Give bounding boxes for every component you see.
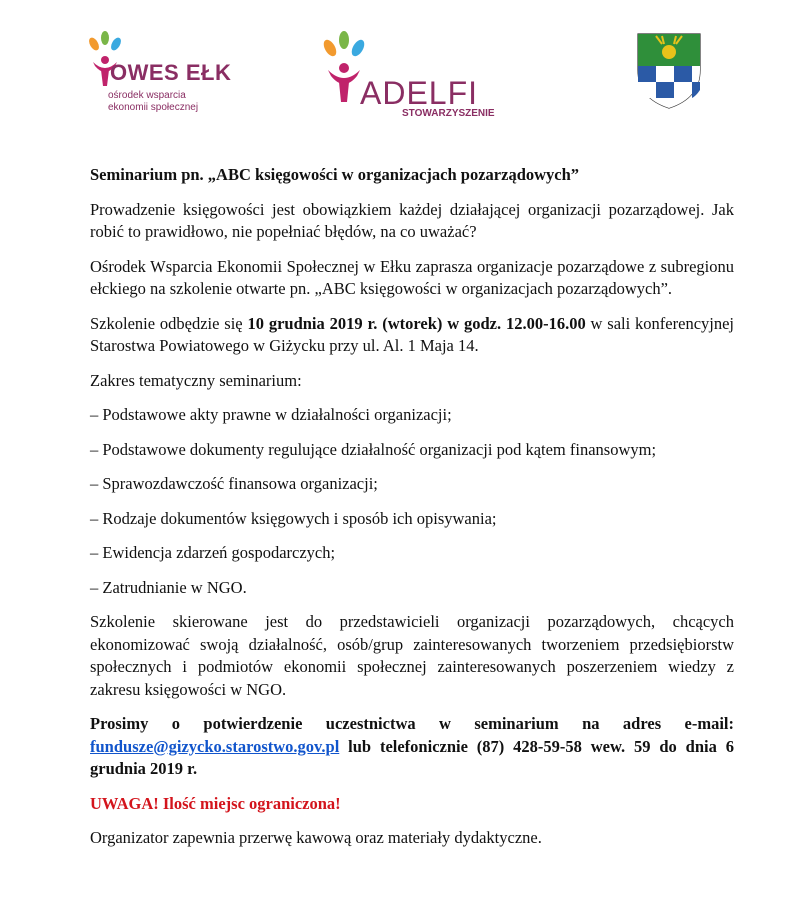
paragraph-schedule [90,313,734,358]
logo-bar [0,0,786,140]
warning-notice: UWAGA! Ilość miejsc ograniczona! [90,793,341,813]
paragraph-invitation: Ośrodek Wsparcia Ekonomii Społecznej w Ełku zaprasza organizacje pozarządowe z subregionu ełckiego na szkolenie otwarte pn. „ABC księgowości w organizacjach pozarządowych”. [90,256,734,298]
schedule-date: 10 grudnia 2019 r. (wtorek) w godz. 12.00-16.00 [247,313,586,333]
document-heading: Seminarium pn. „ABC księgowości w organizacjach pozarządowych” [90,165,580,184]
adelfi-title: ADELFI [360,75,479,111]
scope-title: Zakres tematyczny seminarium: [90,370,302,390]
owes-subtitle-line2: ekonomii społecznej [108,102,199,113]
schedule-location: w sali konferencyjnej Starostwa Powiatowego w Giżycku przy ul. Al. 1 Maja 14. [90,313,735,355]
adelfi-logo [320,30,510,130]
owes-subtitle [108,90,198,114]
schedule-prefix: Szkolenie odbędzie się [90,313,248,333]
scope-item: – Zatrudnianie w NGO. [90,577,247,597]
paragraph-audience: Szkolenie skierowane jest do przedstawicieli organizacji pozarządowych, chcących ekonomizować swoją działalność, osób/grup zainteresowanych tworzeniem przedsiębiorstw społecznych i podmiotów ekonomii społecznej zainteresowanych poszerzeniem wiedzy z zakresu księgowości w NGO. [90,612,734,699]
owes-subtitle-line1: ośrodek wsparcia [108,90,186,101]
coat-of-arms-icon [634,30,704,110]
owes-elk-logo [88,30,258,120]
paragraph-registration [90,713,734,781]
paragraph-intro: Prowadzenie księgowości jest obowiązkiem każdej działającej organizacji pozarządowej. Jak robić to prawidłowo, nie popełniać błędów, na co uważać? [90,199,734,241]
registration-prefix: Prosimy o potwierdzenie uczestnictwa w seminarium na adres e-mail: [90,714,734,733]
scope-item: – Sprawozdawczość finansowa organizacji; [90,474,378,493]
scope-item: – Podstawowe dokumenty regulujące działalność organizacji pod kątem finansowym; [90,439,657,459]
paragraph-organizer: Organizator zapewnia przerwę kawową oraz materiały dydaktyczne. [90,828,542,847]
email-link[interactable]: fundusze@gizycko.starostwo.gov.pl [90,736,340,756]
scope-item: – Ewidencja zdarzeń gospodarczych; [90,543,336,562]
scope-item: – Rodzaje dokumentów księgowych i sposób ich opisywania; [90,508,497,528]
owes-title: OWES EŁK [110,60,232,85]
adelfi-subtitle: STOWARZYSZENIE [402,108,495,119]
scope-item: – Podstawowe akty prawne w działalności organizacji; [90,405,452,424]
registration-phone: lub telefonicznie (87) 428-59-58 wew. 59 do dnia 6 grudnia 2019 r. [90,736,734,778]
document-body [90,164,734,862]
